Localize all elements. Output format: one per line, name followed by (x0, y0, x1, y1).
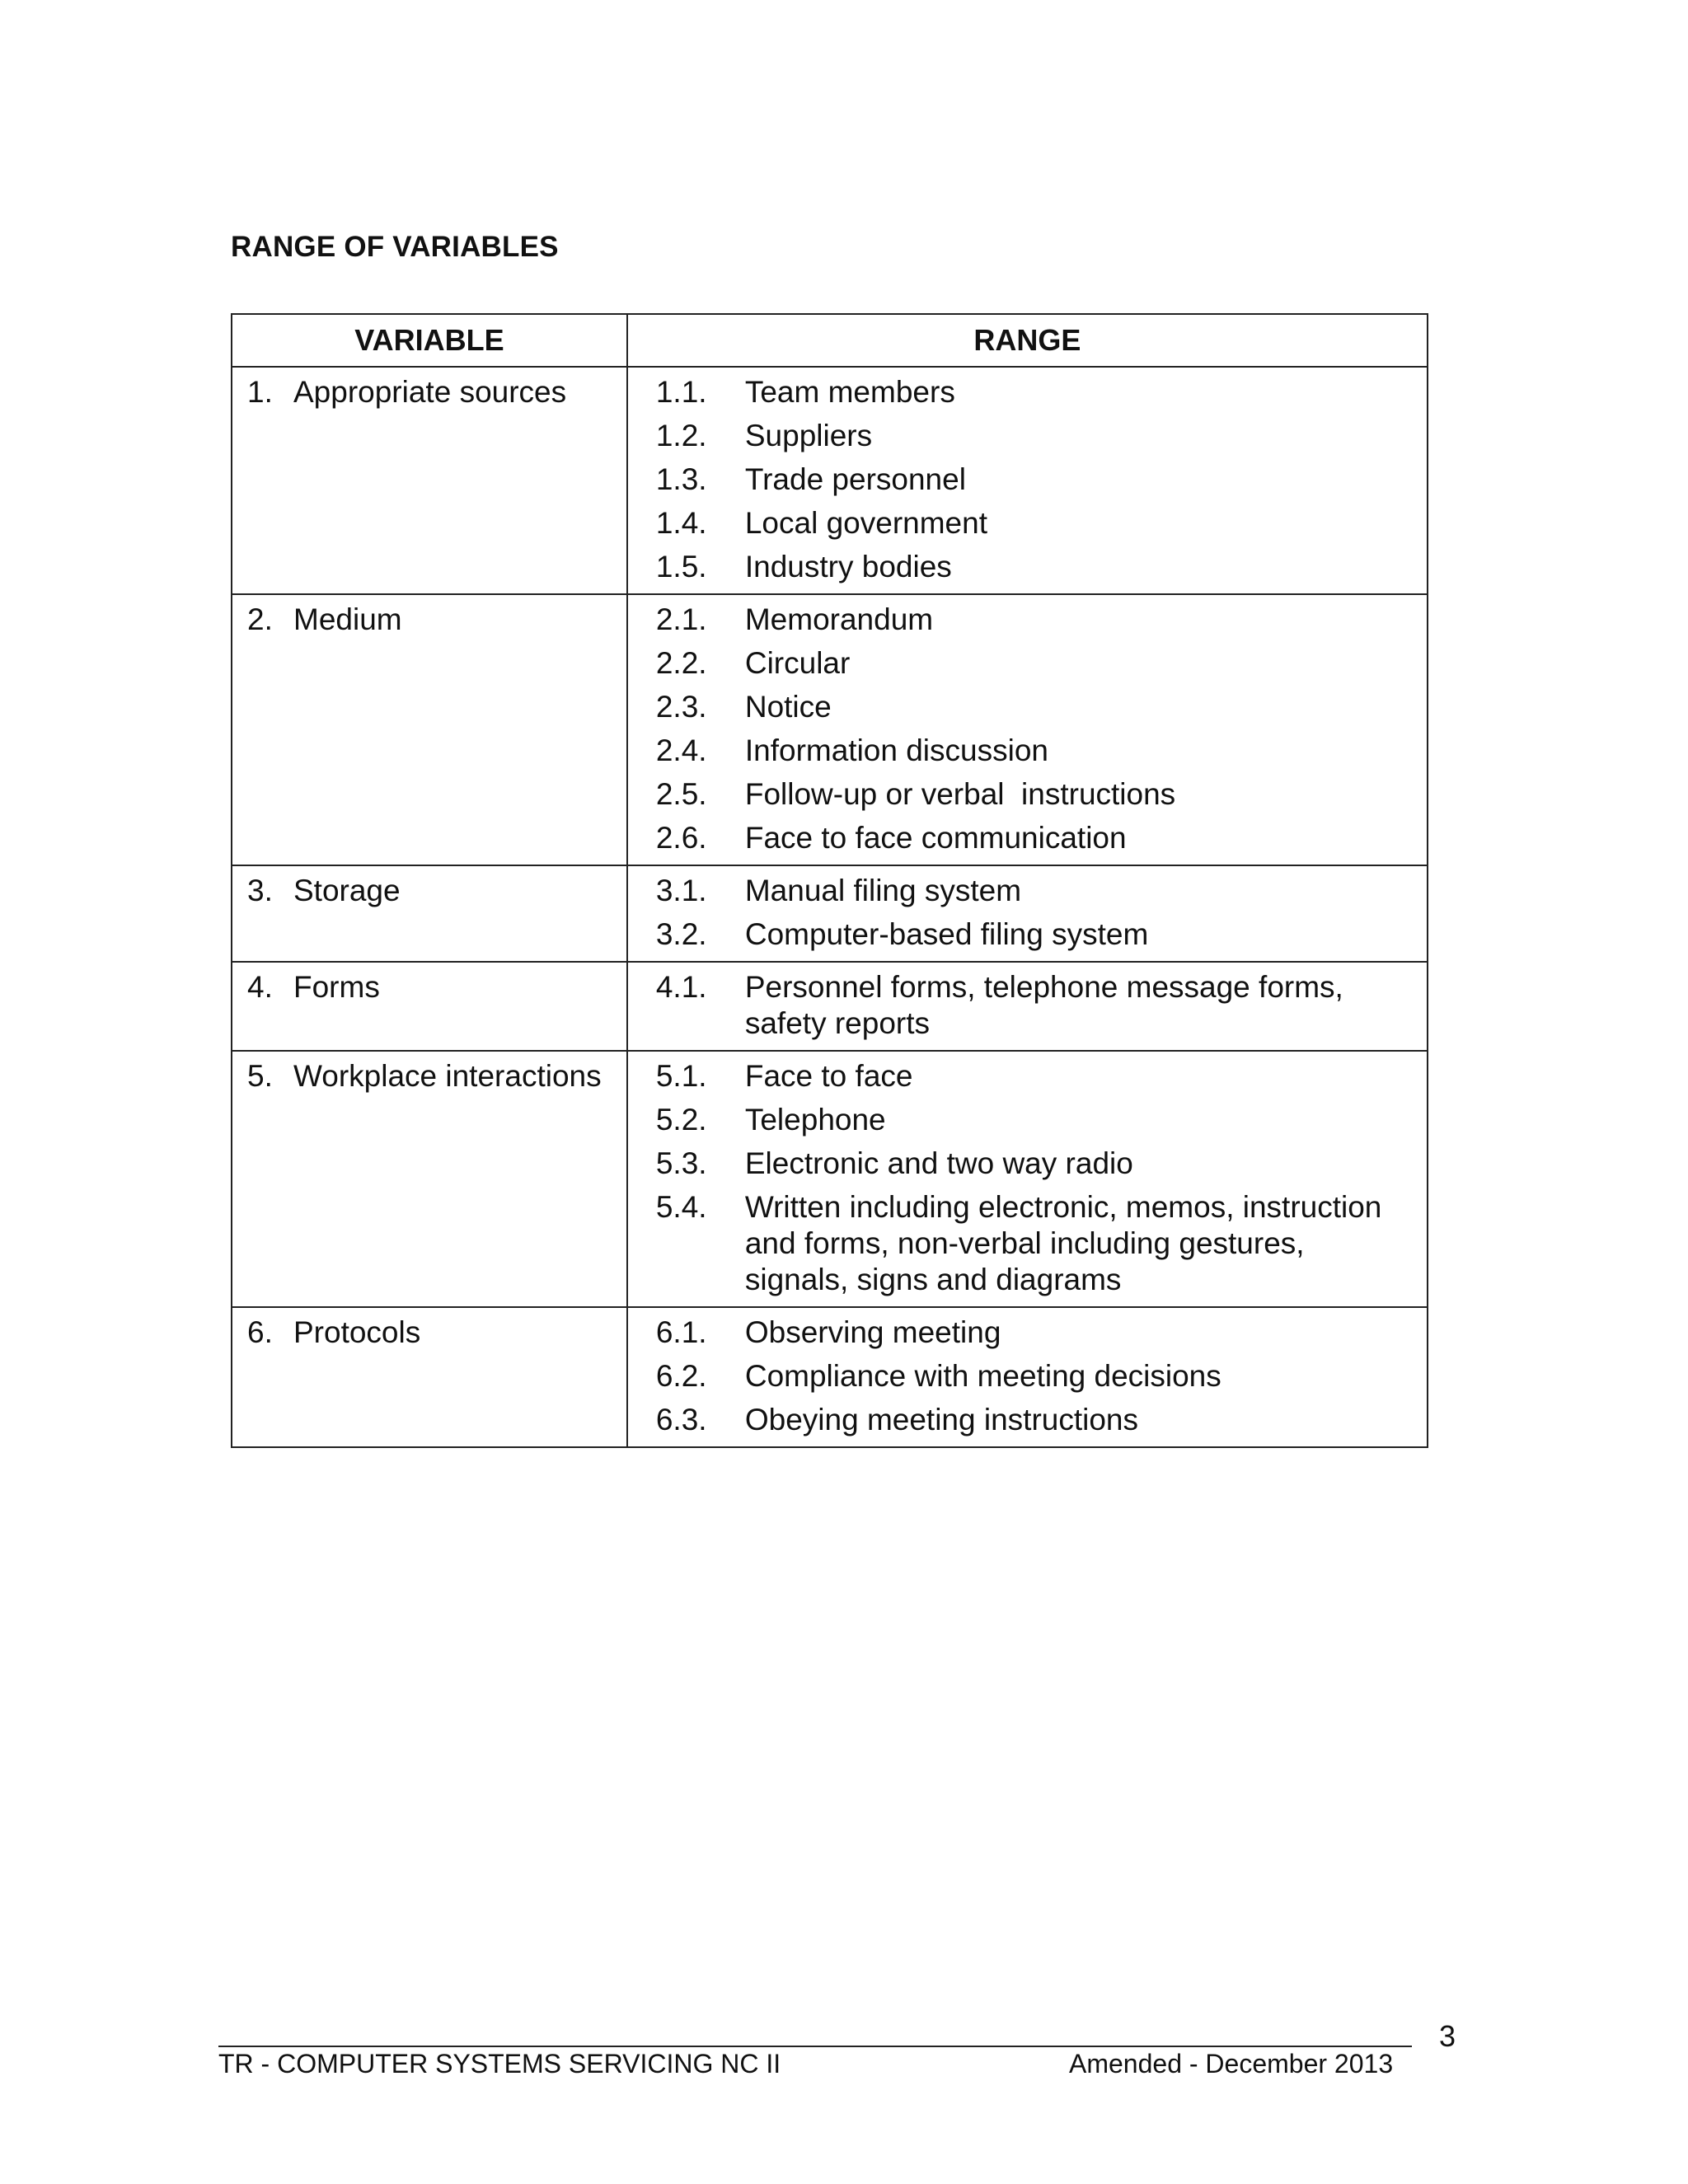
range-item-text: Electronic and two way radio (744, 1146, 1133, 1180)
variable-label: Workplace interactions (293, 1059, 602, 1093)
range-item-number: 4.1. (655, 970, 707, 1004)
range-item (656, 1402, 1410, 1438)
range-of-variables-table (231, 313, 1428, 1448)
range-item-number: 2.3. (655, 690, 707, 724)
section-title: RANGE OF VARIABLES (231, 231, 559, 263)
range-item-number: 5.1. (655, 1059, 707, 1093)
range-item-number: 1.4. (655, 506, 707, 540)
table-row (232, 1051, 1428, 1307)
range-item (656, 820, 1410, 856)
range-cell (627, 367, 1428, 594)
range-item-text: Follow-up or verbal instructions (744, 777, 1176, 811)
range-item-text: Circular (744, 646, 851, 680)
variable-number: 1. (247, 375, 273, 409)
range-item-number: 3.1. (655, 874, 707, 907)
range-item-text: Obeying meeting instructions (744, 1403, 1138, 1436)
variable-label: Forms (293, 970, 380, 1004)
footer-document-title: TR - COMPUTER SYSTEMS SERVICING NC II (218, 2049, 781, 2079)
range-item-number: 2.6. (655, 821, 707, 855)
range-item (656, 1058, 1410, 1094)
range-item (656, 873, 1410, 909)
table-row (232, 367, 1428, 594)
variable-number: 4. (247, 970, 273, 1004)
range-item-text: Notice (744, 690, 832, 724)
range-item-text: Trade personnel (744, 462, 966, 496)
range-item-number: 6.1. (655, 1315, 707, 1349)
range-cell (627, 1307, 1428, 1447)
variable-cell (232, 1051, 627, 1307)
range-item (656, 462, 1410, 498)
variable-column-header: VARIABLE (232, 314, 627, 367)
range-item-number: 2.2. (655, 646, 707, 680)
variable-number: 5. (247, 1059, 273, 1093)
range-item (656, 733, 1410, 769)
variable-cell (232, 962, 627, 1051)
page-number: 3 (1439, 2019, 1456, 2053)
range-item-text: Computer-based filing system (744, 917, 1149, 951)
variable-cell (232, 367, 627, 594)
range-cell (627, 962, 1428, 1051)
range-item (656, 645, 1410, 682)
table-row (232, 1307, 1428, 1447)
range-item (656, 1102, 1410, 1138)
range-item-text: Memorandum (744, 602, 934, 636)
range-item-number: 1.2. (655, 419, 707, 452)
range-item-number: 5.4. (655, 1190, 707, 1224)
range-item (656, 505, 1410, 541)
range-item (656, 1358, 1410, 1394)
range-item (656, 1315, 1410, 1351)
range-cell (627, 865, 1428, 962)
range-item-number: 6.3. (655, 1403, 707, 1436)
range-item-text: Observing meeting (744, 1315, 1001, 1349)
range-item-text: Personnel forms, telephone message forms, safety reports (744, 970, 1343, 1040)
range-item-text: Team members (744, 375, 955, 409)
range-cell (627, 594, 1428, 865)
variable-label: Protocols (293, 1315, 421, 1349)
range-cell (627, 1051, 1428, 1307)
footer-amendment-date: Amended - December 2013 (1069, 2049, 1394, 2079)
table-row (232, 865, 1428, 962)
variable-number: 6. (247, 1315, 273, 1349)
range-item-number: 2.1. (655, 602, 707, 636)
range-item-number: 3.2. (655, 917, 707, 951)
range-item-text: Information discussion (744, 733, 1048, 767)
range-item-text: Industry bodies (744, 550, 952, 583)
range-item-text: Compliance with meeting decisions (744, 1359, 1221, 1393)
range-item-number: 1.5. (655, 550, 707, 583)
range-item-number: 1.1. (655, 375, 707, 409)
variable-number: 3. (247, 874, 273, 907)
range-item-number: 5.3. (655, 1146, 707, 1180)
range-item-text: Suppliers (744, 419, 873, 452)
range-item (656, 689, 1410, 725)
range-item-text: Face to face (744, 1059, 913, 1093)
range-item-text: Manual filing system (744, 874, 1022, 907)
variable-label: Medium (293, 602, 402, 636)
range-item (656, 1146, 1410, 1182)
range-item (656, 776, 1410, 813)
variable-cell (232, 594, 627, 865)
table-row (232, 962, 1428, 1051)
footer-divider (218, 2046, 1412, 2047)
range-item-text: Face to face communication (744, 821, 1127, 855)
range-item-number: 5.2. (655, 1103, 707, 1137)
range-column-header: RANGE (627, 314, 1428, 367)
range-item-number: 1.3. (655, 462, 707, 496)
variable-number: 2. (247, 602, 273, 636)
variable-label: Storage (293, 874, 401, 907)
range-item (656, 549, 1410, 585)
table-header-row (232, 314, 1428, 367)
table-row (232, 594, 1428, 865)
variable-label: Appropriate sources (293, 375, 567, 409)
variable-cell (232, 865, 627, 962)
range-item (656, 418, 1410, 454)
range-item (656, 374, 1410, 410)
range-item (656, 969, 1410, 1042)
range-item (656, 916, 1410, 953)
range-item-number: 2.4. (655, 733, 707, 767)
range-item-text: Written including electronic, memos, instruction and forms, non-verbal including gestures, signals, signs and diagrams (744, 1190, 1382, 1296)
range-item-text: Local government (744, 506, 987, 540)
range-item-number: 6.2. (655, 1359, 707, 1393)
range-item-text: Telephone (744, 1103, 886, 1137)
range-item (656, 1189, 1410, 1298)
range-item (656, 602, 1410, 638)
variable-cell (232, 1307, 627, 1447)
range-item-number: 2.5. (655, 777, 707, 811)
